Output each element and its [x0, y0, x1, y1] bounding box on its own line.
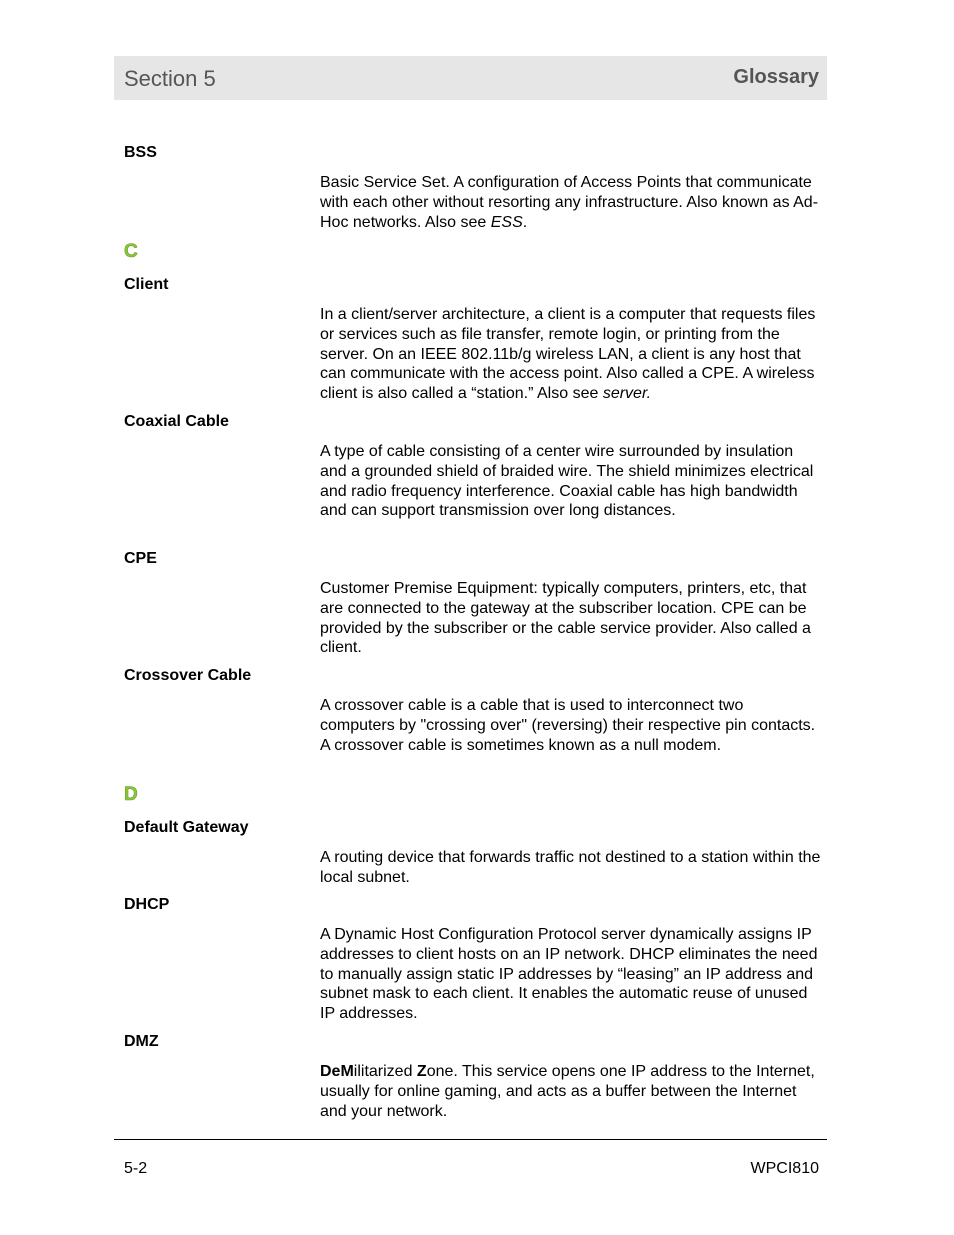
- page-header: [114, 56, 827, 100]
- term-crossover-cable: Crossover Cable: [124, 667, 252, 684]
- page-title: Glossary: [733, 66, 819, 88]
- definition-default-gateway: A routing device that forwards traffic not destined to a station within the local subnet.: [320, 849, 821, 886]
- term-client: Client: [124, 276, 169, 293]
- footer-divider: [114, 1139, 827, 1140]
- letter-heading-c: C: [124, 241, 138, 262]
- definition-text: In a client/server architecture, a client is a computer that requests files or services such as file transfer, remote login, or printing from the server. On an IEEE 802.11b/g wireless LAN, a client is any host that can communicate with the access point. Also called a CPE. A wireless client is also called a “station.” Also see: [320, 306, 816, 403]
- definition-text: Basic Service Set. A configuration of Access Points that communicate with each other without resorting any infrastructure. Also known as Ad-Hoc networks. Also see: [320, 174, 819, 231]
- term-default-gateway: Default Gateway: [124, 819, 249, 836]
- definition-dhcp: A Dynamic Host Configuration Protocol server dynamically assigns IP addresses to client hosts on an IP network. DHCP eliminates the need to manually assign static IP addresses by “leasing” an IP address and subnet mask to each client. It enables the automatic reuse of unused IP addresses.: [320, 926, 818, 1023]
- definition-text: .: [522, 213, 528, 231]
- definition-dmz: [320, 1062, 822, 1121]
- definition-emphasis: Z: [416, 1063, 427, 1080]
- letter-heading-d: D: [124, 784, 138, 805]
- term-cpe: CPE: [124, 550, 157, 567]
- term-coaxial-cable: Coaxial Cable: [124, 413, 229, 430]
- definition-emphasis: De: [320, 1063, 341, 1080]
- definition-coaxial-cable: A type of cable consisting of a center wire surrounded by insulation and a grounded shield of braided wire. The shield minimizes electrical and radio frequency interference. Coaxial cable has high bandwidth and can support transmission over long distances.: [320, 443, 814, 520]
- definition-emphasis: M: [340, 1063, 354, 1080]
- definition-cpe: Customer Premise Equipment: typically computers, printers, etc, that are connected to the gateway at the subscriber location. CPE can be provided by the subscriber or the cable service provider. Also called a client.: [320, 580, 811, 657]
- definition-reference: ESS: [490, 213, 523, 231]
- term-dhcp: DHCP: [124, 896, 170, 913]
- section-label: Section 5: [124, 66, 216, 91]
- definition-text: one. This service opens one IP address to the Internet, usually for online gaming, and acts as a buffer between the Internet and your network.: [320, 1063, 815, 1120]
- term-bss: BSS: [124, 144, 157, 161]
- product-name: WPCI810: [750, 1160, 819, 1177]
- definition-bss: [320, 173, 822, 232]
- definition-text: ilitarized: [353, 1063, 417, 1080]
- term-dmz: DMZ: [124, 1033, 159, 1050]
- definition-reference: server.: [602, 385, 652, 403]
- definition-crossover-cable: A crossover cable is a cable that is used to interconnect two computers by "crossing over" (reversing) their respective pin contacts. A crossover cable is sometimes known as a null modem.: [320, 697, 816, 754]
- definition-client: [320, 305, 822, 404]
- page-number: 5-2: [124, 1160, 148, 1177]
